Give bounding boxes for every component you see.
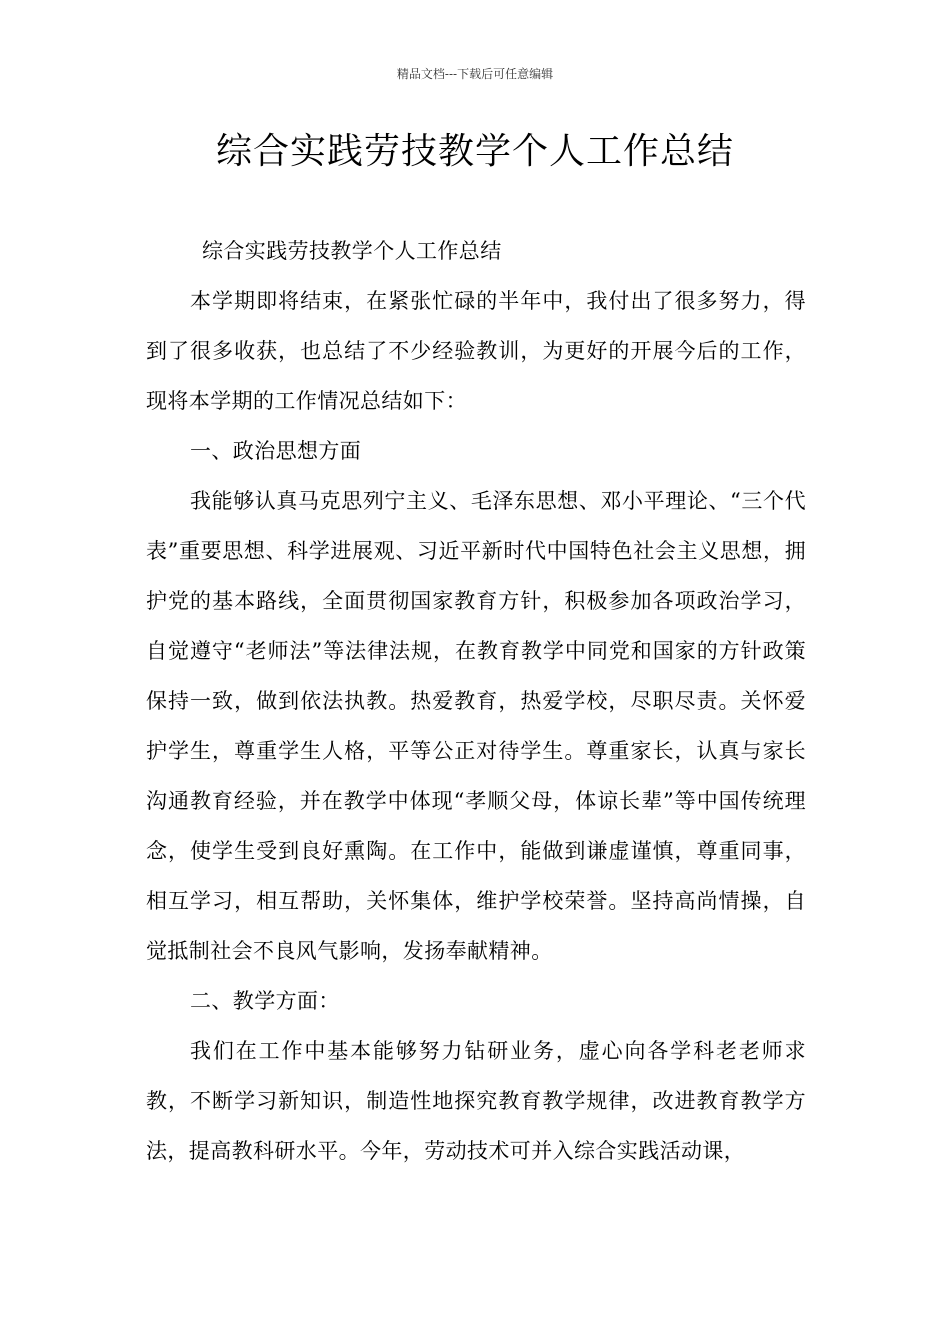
paragraph-intro: 本学期即将结束，在紧张忙碌的半年中，我付出了很多努力，得到了很多收获，也总结了不少经验教训，为更好的开展今后的工作，现将本学期的工作情况总结如下： xyxy=(146,289,806,413)
section-heading-politics: 一、政治思想方面 xyxy=(190,439,362,463)
document-body xyxy=(146,226,806,1176)
paragraph-teaching: 我们在工作中基本能够努力钻研业务，虚心向各学科老老师求教，不断学习新知识，制造性地探究教育教学规律，改进教育教学方法，提高教科研水平。今年，劳动技术可并入综合实践活动课， xyxy=(146,1039,806,1163)
paragraph-subtitle: 综合实践劳技教学个人工作总结 xyxy=(202,239,502,263)
paragraph-politics: 我能够认真马克思列宁主义、毛泽东思想、邓小平理论、“三个代表”重要思想、科学进展观、习近平新时代中国特色社会主义思想，拥护党的基本路线，全面贯彻国家教育方针，积极参加各项政治学习，自觉遵守“老师法”等法律法规，在教育教学中同党和国家的方针政策保持一致，做到依法执教。热爱教育，热爱学校，尽职尽责。关怀爱护学生，尊重学生人格，平等公正对待学生。尊重家长，认真与家长沟通教育经验，并在教学中体现“孝顺父母，体谅长辈”等中国传统理念，使学生受到良好熏陶。在工作中，能做到谦虚谨慎，尊重同事，相互学习，相互帮助，关怀集体，维护学校荣誉。坚持高尚情操，自觉抵制社会不良风气影响，发扬奉献精神。 xyxy=(146,489,806,963)
document-title: 综合实践劳技教学个人工作总结 xyxy=(215,131,734,172)
header-note: 精品文档---下载后可任意编辑 xyxy=(396,67,554,81)
section-heading-teaching: 二、教学方面： xyxy=(190,989,340,1013)
